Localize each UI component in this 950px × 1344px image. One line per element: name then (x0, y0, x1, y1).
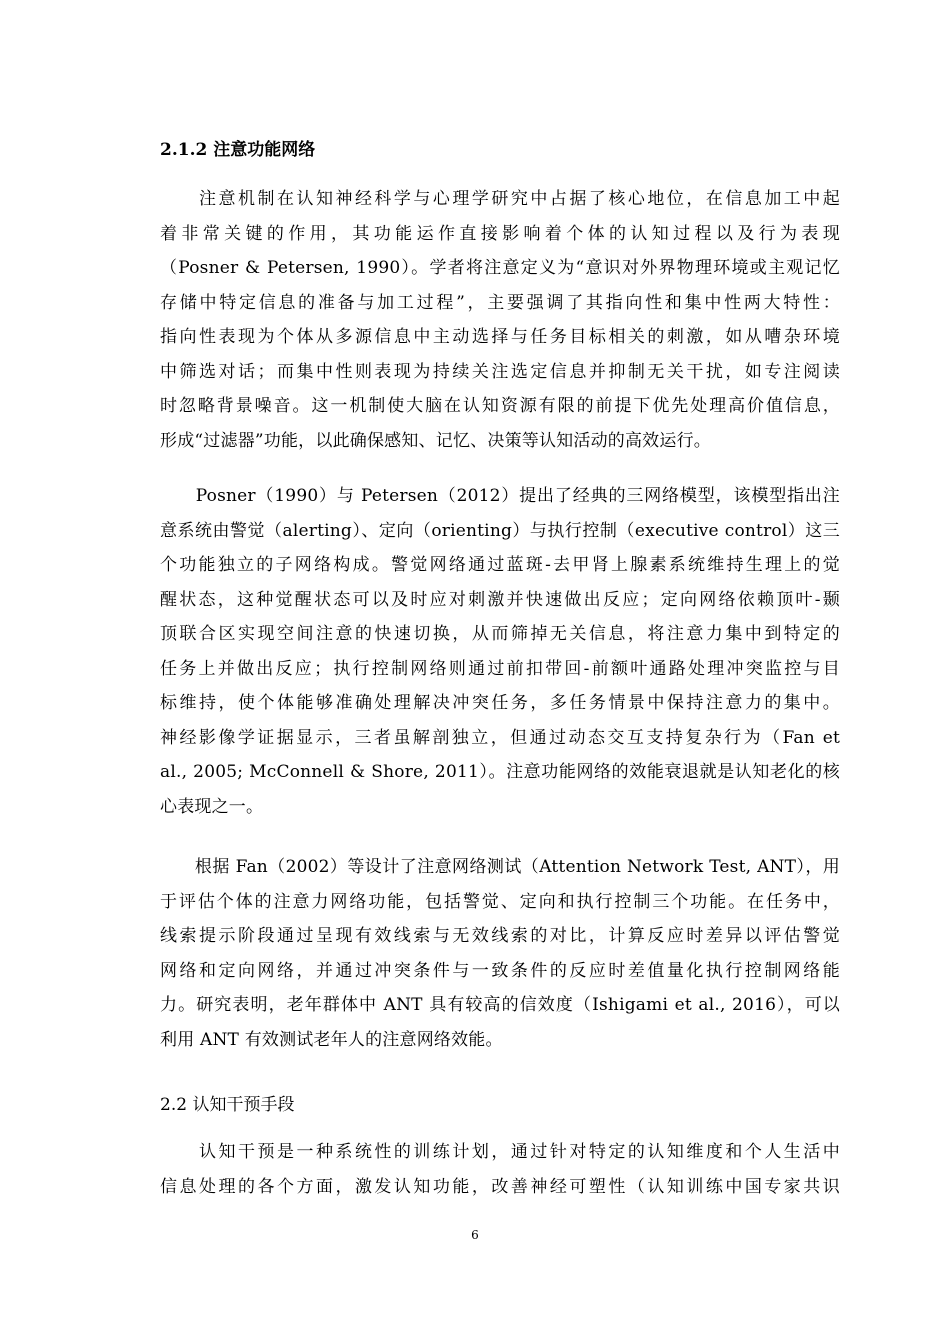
text-line: 中筛选对话；而集中性则表现为持续关注选定信息并抑制无关干扰，如专注阅读 (160, 361, 840, 382)
text-line: 于评估个体的注意力网络功能，包括警觉、定向和执行控制三个功能。在任务中， (160, 891, 840, 912)
text-line: 顶联合区实现空间注意的快速切换，从而筛掉无关信息，将注意力集中到特定的 (160, 624, 840, 644)
text-line: 根据 Fan（2002）等设计了注意网络测试（Attention Network Test, ANT），用 (160, 857, 840, 877)
text-line: 个功能独立的子网络构成。警觉网络通过蓝斑-去甲肾上腺素系统维持生理上的觉 (160, 555, 840, 575)
paragraph-three-network-model (160, 479, 840, 824)
text-line: 网络和定向网络，并通过冲突条件与一致条件的反应时差值量化执行控制网络能 (160, 960, 840, 981)
text-line: 意系统由警觉（alerting）、定向（orienting）与执行控制（executive control）这三 (160, 520, 840, 541)
text-line: 线索提示阶段通过呈现有效线索与无效线索的对比，计算反应时差异以评估警觉 (160, 926, 840, 946)
text-line: 着非常关键的作用，其功能运作直接影响着个体的认知过程以及行为表现 (160, 223, 840, 244)
paragraph-cognitive-intervention (160, 1135, 840, 1204)
text-line: 指向性表现为个体从多源信息中主动选择与任务目标相关的刺激，如从嘈杂环境 (160, 327, 840, 347)
text-line: 任务上并做出反应；执行控制网络则通过前扣带回-前额叶通路处理冲突监控与目 (160, 658, 840, 679)
text-line: 力。研究表明，老年群体中 ANT 具有较高的信效度（Ishigami et al., 2016），可以 (160, 995, 840, 1015)
text-line: 认知干预是一种系统性的训练计划，通过针对特定的认知维度和个人生活中 (160, 1142, 840, 1162)
text-line: 心表现之一。 (160, 796, 264, 817)
page-number: 6 (471, 1228, 479, 1242)
text-line: 信息处理的各个方面，激发认知功能，改善神经可塑性（认知训练中国专家共识 (160, 1176, 840, 1197)
text-line: Posner（1990）与 Petersen（2012）提出了经典的三网络模型，该模型指出注 (160, 486, 840, 506)
section-heading: 2.1.2 注意功能网络 (160, 140, 316, 160)
paragraph-attention-mechanism (160, 182, 840, 458)
text-line: 利用 ANT 有效测试老年人的注意网络效能。 (160, 1029, 503, 1050)
paragraph-ant-test (160, 850, 840, 1057)
text-line: 神经影像学证据显示，三者虽解剖独立，但通过动态交互支持复杂行为（Fan et (160, 727, 840, 748)
text-line: 标维持，使个体能够准确处理解决冲突任务，多任务情景中保持注意力的集中。 (160, 693, 840, 713)
subsection-heading: 2.2 认知干预手段 (160, 1095, 295, 1115)
text-line: 注意机制在认知神经科学与心理学研究中占据了核心地位，在信息加工中起 (160, 189, 840, 209)
text-line: （Posner & Petersen, 1990）。学者将注意定义为“意识对外界物理环境或主观记忆 (160, 258, 840, 278)
text-line: 时忽略背景噪音。这一机制使大脑在认知资源有限的前提下优先处理高价值信息， (160, 396, 840, 416)
text-line: 存储中特定信息的准备与加工过程”，主要强调了其指向性和集中性两大特性： (160, 292, 840, 313)
text-line: al., 2005; McConnell & Shore, 2011）。注意功能网络的效能衰退就是认知老化的核 (160, 762, 840, 782)
text-line: 醒状态，这种觉醒状态可以及时应对刺激并快速做出反应；定向网络依赖顶叶-颞 (160, 589, 840, 610)
text-line: 形成“过滤器”功能，以此确保感知、记忆、决策等认知活动的高效运行。 (160, 430, 711, 451)
